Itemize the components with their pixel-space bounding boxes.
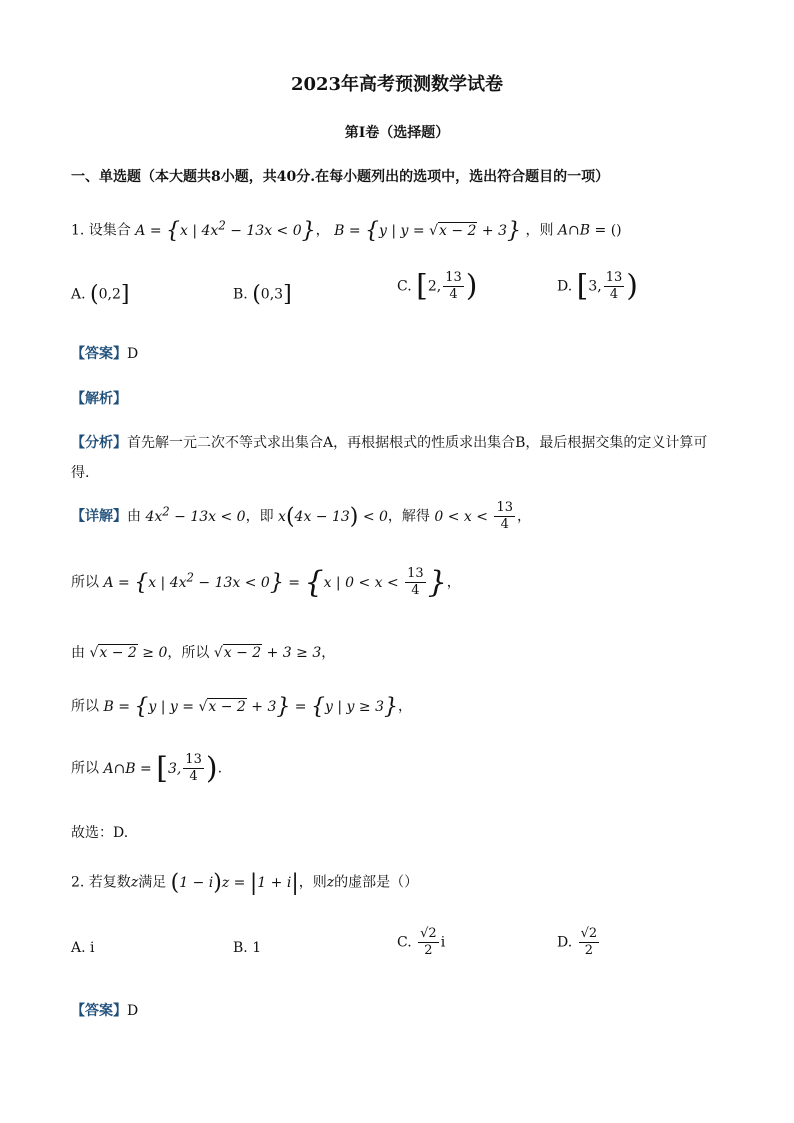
q2-text: 的虚部是（）	[334, 874, 419, 891]
q1-fenxi-line-1	[71, 432, 707, 452]
q2-option-c: C. $\frac{√2}{2}$ i	[397, 926, 446, 958]
option-a-label: A.	[71, 286, 86, 303]
math-complex-eq: (1 − i)z = |1 + i|	[170, 870, 299, 895]
q2-option-b: B. 1	[233, 940, 262, 956]
math-root-bound: √x − 2 + 3 ≥ 3	[213, 645, 322, 661]
analysis-label: 【解析】	[71, 391, 127, 407]
q2-option-d: D. $\frac{√2}{2}$	[557, 926, 598, 958]
option-d-label: D.	[557, 934, 573, 951]
math-inequality: $4x^2 - 13x < 0$	[145, 503, 246, 525]
q1-final: 故选：D.	[71, 825, 129, 841]
detail-text: ，即	[245, 508, 274, 525]
q2-number: 2. 若复数	[71, 874, 131, 891]
part-title: 第I卷（选择题）	[344, 125, 450, 141]
q1-detail-line-4: 所以 B = {y | y = √x − 2 + 3} = {y | y ≥ 3}，	[71, 694, 412, 719]
fenxi-text: 首先解一元二次不等式求出集合A，再根据根式的性质求出集合B，最后根据交集的定义计算可	[127, 435, 708, 451]
math-set-b: B = {y | y = √x − 2 + 3} = {y | y ≥ 3}	[103, 694, 398, 719]
q2-text: 满足	[138, 874, 167, 891]
math-root-nonneg: √x − 2 ≥ 0	[89, 645, 168, 661]
answer-value: D	[127, 346, 139, 362]
detail-text: 所以	[71, 574, 99, 591]
section-heading: 一、单选题（本大题共8小题，共40分.在每小题列出的选项中，选出符合题目的一项）	[71, 169, 610, 185]
q2-text: ，则	[298, 874, 327, 891]
option-c-label: C.	[397, 278, 412, 295]
detail-text: 所以	[71, 760, 99, 777]
option-d-label: D.	[557, 278, 573, 295]
q1-detail-line-1: 【详解】由 $4x^2 - 13x < 0$，即 x(4x − 13) < 0，解得 0 < x < $\frac{13}{4}$ ，	[71, 500, 531, 532]
option-c-label: C.	[397, 934, 412, 951]
q1-detail-line-5: 所以 A∩B = [3, $\frac{13}{4}$ ).	[71, 750, 223, 786]
math-factored: x(4x − 13) < 0	[278, 504, 388, 529]
detail-text: ，所以	[167, 645, 210, 661]
exam-title: 2023年高考预测数学试卷	[290, 74, 504, 95]
detail-text: 由	[127, 508, 141, 525]
answer-value: D	[127, 1003, 139, 1019]
q1-paren: ()	[610, 222, 622, 239]
question-1-stem: 1. 设集合 A = {x | $4x^2 - 13x < 0$}， B = {y | y = √x − 2 + 3} ，则 A∩B = ()	[71, 218, 622, 244]
detail-text: 由	[71, 645, 85, 661]
detail-text: ，解得	[387, 508, 430, 525]
q1-intersection: A∩B =	[557, 222, 607, 239]
q1-option-a: A. (0,2]	[71, 282, 130, 307]
q1-fenxi-line-2: 得.	[71, 465, 90, 481]
q2-option-a: A. i	[71, 940, 95, 956]
q1-detail-line-3: 由 √x − 2 ≥ 0，所以 √x − 2 + 3 ≥ 3，	[71, 645, 336, 661]
q2-answer	[71, 1000, 138, 1020]
q1-number: 1. 设集合	[71, 222, 131, 239]
detail-label: 【详解】	[71, 508, 127, 525]
set-b-definition: B = {y | y = √x − 2 + 3}	[334, 218, 522, 244]
detail-text: 所以	[71, 698, 99, 715]
answer-label: 【答案】	[71, 346, 127, 362]
q1-option-b: B. (0,3]	[233, 282, 292, 307]
q1-analysis-heading	[71, 388, 127, 408]
q1-option-d: D. [3, $\frac{13}{4}$ )	[557, 268, 638, 304]
q1-answer	[71, 343, 138, 363]
question-2-stem: 2. 若复数z满足 (1 − i)z = |1 + i|，则z的虚部是（）	[71, 870, 419, 895]
q1-then: ，则	[525, 222, 554, 239]
q1-option-c: C. [2, $\frac{13}{4}$ )	[397, 268, 478, 304]
math-set-a: A = {x | $4x^2 - 13x < 0\} = \{x$ | 0 < x < $\frac{13}{4}$ }	[103, 564, 447, 600]
set-a-definition: A = {x | $4x^2 - 13x < 0$}	[135, 218, 316, 244]
math-intersection: A∩B = [3, $\frac{13}{4}$ )	[103, 750, 218, 786]
math-solution: 0 < x < $\frac{13}{4}$	[434, 500, 513, 532]
q1-detail-line-2: 所以 A = {x | $4x^2 - 13x < 0\} = \{x$ | 0 < x < $\frac{13}{4}$ }，	[71, 564, 461, 600]
fenxi-label: 【分析】	[71, 435, 127, 451]
option-b-label: B.	[233, 286, 248, 303]
answer-label: 【答案】	[71, 1003, 127, 1019]
